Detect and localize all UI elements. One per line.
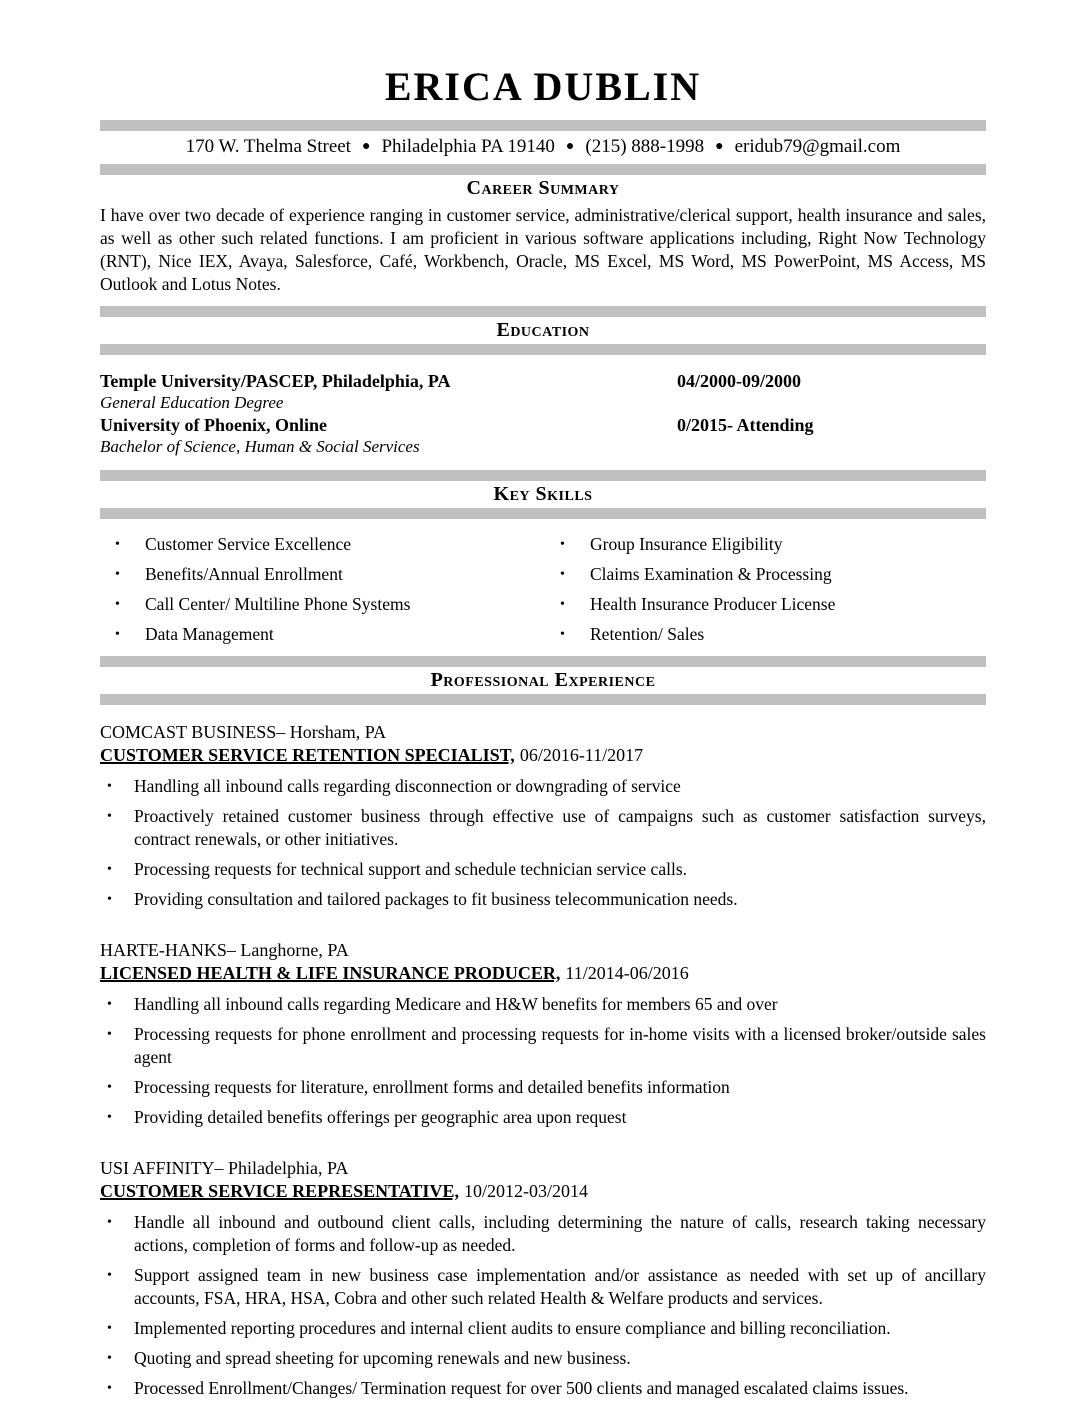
company-line: HARTE-HANKS– Langhorne, PA	[100, 940, 349, 960]
section-heading-education: Education	[496, 319, 590, 341]
contact-address: 170 W. Thelma Street	[185, 136, 351, 157]
job-title-line	[100, 1180, 986, 1203]
skill-label: Data Management	[145, 624, 274, 644]
job-bullet-item	[100, 1377, 986, 1400]
section-divider-bar	[100, 344, 986, 355]
job-title: CUSTOMER SERVICE RETENTION SPECIALIST,	[100, 745, 515, 765]
company-line: COMCAST BUSINESS– Horsham, PA	[100, 722, 387, 742]
job-bullet-text: Proactively retained customer business through effective use of campaigns such as customer satisfaction surveys, contract renewals, or other initiatives.	[134, 806, 986, 849]
section-divider-bar	[100, 656, 986, 667]
job-bullet-item	[100, 1317, 986, 1340]
skill-item	[545, 594, 986, 615]
job-bullet-text: Handle all inbound and outbound client calls, including determining the nature of calls, research taking necessary actions, completion of forms and follow-up as needed.	[134, 1212, 986, 1255]
bullet-icon: •	[560, 597, 565, 612]
job-title-line	[100, 744, 986, 767]
job-bullet-text: Handling all inbound calls regarding disconnection or downgrading of service	[134, 776, 681, 796]
experience-section	[100, 705, 986, 1400]
job-entry	[100, 1157, 986, 1400]
job-bullet-text: Processed Enrollment/Changes/ Termination request for over 500 clients and managed escalated claims issues.	[134, 1378, 909, 1398]
job-bullet-text: Processing requests for technical support and schedule technician service calls.	[134, 859, 688, 879]
job-bullet-text: Providing detailed benefits offerings per geographic area upon request	[134, 1107, 627, 1127]
job-bullet-item	[100, 1076, 986, 1099]
section-heading-professional-experience: Professional Experience	[430, 669, 656, 691]
skill-label: Claims Examination & Processing	[590, 564, 832, 584]
skill-label: Group Insurance Eligibility	[590, 534, 783, 554]
bullet-icon: •	[115, 597, 120, 612]
bullet-separator-icon: ●	[715, 139, 724, 154]
skill-item	[100, 534, 545, 555]
job-bullet-text: Handling all inbound calls regarding Medicare and H&W benefits for members 65 and over	[134, 994, 778, 1014]
job-bullet-item	[100, 1264, 986, 1310]
job-entry	[100, 721, 986, 911]
skill-label: Call Center/ Multiline Phone Systems	[145, 594, 411, 614]
bullet-icon: •	[560, 537, 565, 552]
section-divider-bar	[100, 306, 986, 317]
bullet-icon: •	[115, 627, 120, 642]
skill-item	[100, 564, 545, 585]
bullet-icon: •	[107, 1110, 112, 1125]
job-bullet-item	[100, 1106, 986, 1129]
skill-item	[545, 564, 986, 585]
bullet-icon: •	[107, 1381, 112, 1396]
bullet-icon: •	[107, 1351, 112, 1366]
education-dates: 04/2000-09/2000	[677, 371, 801, 391]
section-divider-bar	[100, 694, 986, 705]
section-heading-key-skills: Key Skills	[493, 483, 593, 505]
bullet-icon: •	[115, 567, 120, 582]
job-dates: 11/2014-06/2016	[565, 963, 689, 983]
bullet-icon: •	[560, 627, 565, 642]
section-heading-career-summary: Career Summary	[466, 177, 620, 199]
section-divider-bar	[100, 120, 986, 131]
job-bullet-item	[100, 1023, 986, 1069]
job-dates: 10/2012-03/2014	[463, 1181, 588, 1201]
bullet-separator-icon: ●	[361, 139, 371, 154]
job-title: LICENSED HEALTH & LIFE INSURANCE PRODUCER,	[100, 963, 561, 983]
job-bullet-item	[100, 775, 986, 798]
contact-phone: (215) 888-1998	[585, 136, 705, 157]
key-skills-grid	[100, 519, 986, 656]
job-title: CUSTOMER SERVICE REPRESENTATIVE,	[100, 1181, 459, 1201]
institution-name: Temple University/PASCEP, Philadelphia, PA	[100, 371, 451, 391]
job-bullet-item	[100, 888, 986, 911]
bullet-icon: •	[115, 537, 120, 552]
job-bullet-item	[100, 1211, 986, 1257]
contact-line	[100, 131, 986, 164]
degree-name: General Education Degree	[100, 393, 284, 412]
institution-name: University of Phoenix, Online	[100, 415, 328, 435]
section-divider-bar	[100, 470, 986, 481]
contact-city-state-zip: Philadelphia PA 19140	[381, 136, 555, 157]
skill-label: Benefits/Annual Enrollment	[145, 564, 343, 584]
job-dates: 06/2016-11/2017	[519, 745, 644, 765]
job-bullet-text: Support assigned team in new business case implementation and/or assistance as needed with set up of ancillary accounts, FSA, HRA, HSA, Cobra and other such related Health & Welfare products and services.	[134, 1265, 986, 1308]
company-line: USI AFFINITY– Philadelphia, PA	[100, 1158, 349, 1178]
bullet-icon: •	[107, 892, 112, 907]
person-name: ERICA DUBLIN	[384, 64, 702, 109]
job-bullet-text: Processing requests for literature, enrollment forms and detailed benefits information	[134, 1077, 730, 1097]
contact-email: eridub79@gmail.com	[734, 136, 901, 157]
job-bullet-text: Implemented reporting procedures and internal client audits to ensure compliance and billing reconciliation.	[134, 1318, 891, 1338]
skill-item	[545, 534, 986, 555]
education-entry	[100, 370, 986, 414]
bullet-icon: •	[107, 1027, 112, 1042]
bullet-icon: •	[107, 862, 112, 877]
education-section	[100, 355, 986, 470]
skill-label: Retention/ Sales	[590, 624, 705, 644]
bullet-icon: •	[107, 1080, 112, 1095]
education-entry-main	[100, 414, 986, 436]
job-bullet-text: Providing consultation and tailored packages to fit business telecommunication needs.	[134, 889, 738, 909]
bullet-icon: •	[107, 1268, 112, 1283]
education-entry	[100, 414, 986, 458]
bullet-icon: •	[107, 997, 112, 1012]
bullet-icon: •	[107, 1321, 112, 1336]
career-summary-text: I have over two decade of experience ranging in customer service, administrative/clerical support, health insurance and sales, as well as other such related functions. I am proficient in various software applications including, Right Now Technology (RNT), Nice IEX, Avaya, Salesforce, Café, Workbench, Oracle, MS Excel, MS Word, MS PowerPoint, MS Access, MS Outlook and Lotus Notes.	[100, 205, 986, 294]
job-bullet-item	[100, 993, 986, 1016]
job-bullet-item	[100, 805, 986, 851]
skill-label: Customer Service Excellence	[145, 534, 352, 554]
bullet-icon: •	[107, 809, 112, 824]
bullet-separator-icon: ●	[565, 139, 575, 154]
skill-item	[100, 594, 545, 615]
job-title-line	[100, 962, 986, 985]
education-dates: 0/2015- Attending	[677, 415, 814, 435]
bullet-icon: •	[107, 1215, 112, 1230]
skill-label: Health Insurance Producer License	[590, 594, 836, 614]
education-entry-main	[100, 370, 986, 392]
section-divider-bar	[100, 508, 986, 519]
job-bullet-text: Processing requests for phone enrollment and processing requests for in-home visits with a licensed broker/outside sales agent	[134, 1024, 986, 1067]
bullet-icon: •	[107, 779, 112, 794]
bullet-icon: •	[560, 567, 565, 582]
degree-name: Bachelor of Science, Human & Social Services	[100, 437, 420, 456]
job-bullet-item	[100, 1347, 986, 1370]
job-entry	[100, 939, 986, 1129]
job-bullet-text: Quoting and spread sheeting for upcoming renewals and new business.	[134, 1348, 631, 1368]
section-divider-bar	[100, 164, 986, 175]
skill-item	[545, 624, 986, 645]
job-bullet-item	[100, 858, 986, 881]
skill-item	[100, 624, 545, 645]
